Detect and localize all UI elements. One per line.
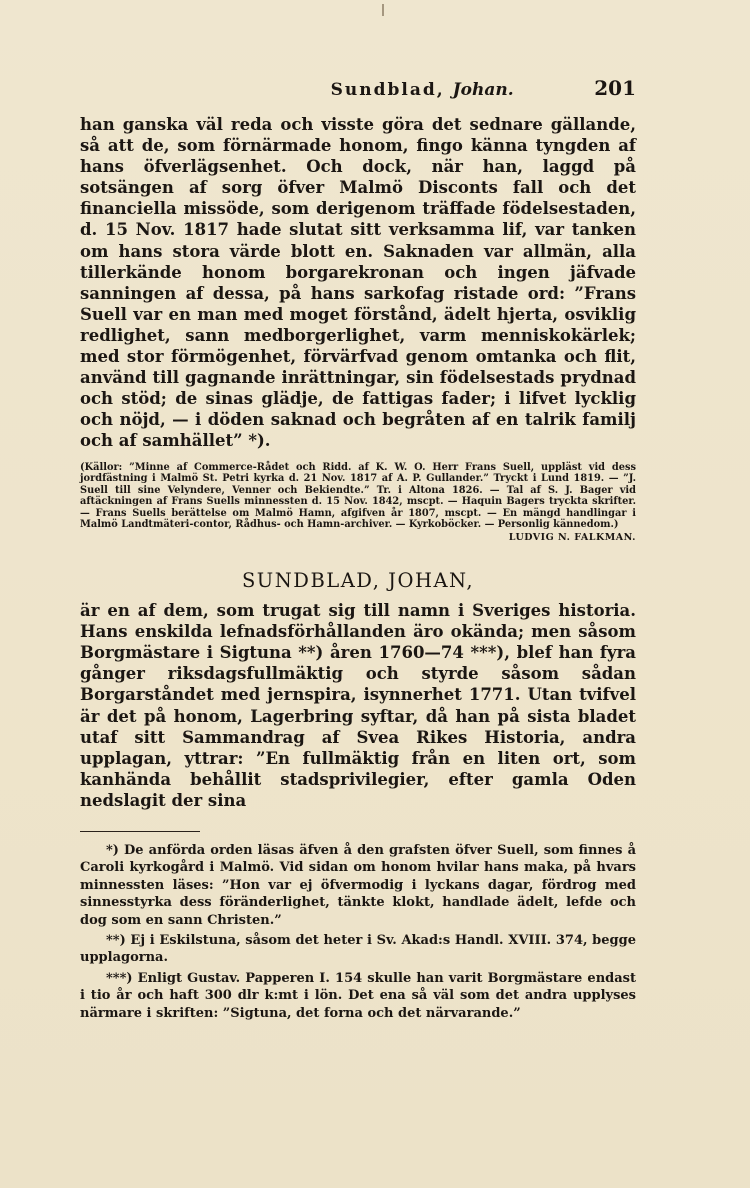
footnote-1: *) De anförda orden läsas äfven å den grafsten öfver Suell, som finnes å Caroli kyrkogård i Malmö. Vid sidan om honom hvilar hans maka, på hvars minnessten läses: ”Hon var ej öfvermodig i lyckans dagar, fördrog med sinnesstyrka dess föränderlighet, tänkte klokt, handlade ädelt, lefde och dog som en sann Christen.” xyxy=(80,843,636,928)
footnote-divider xyxy=(80,831,200,832)
section-2-body: är en af dem, som trugat sig till namn i Sveriges historia. Hans enskilda lefnadsförhållanden äro okända; men såsom Borgmästare i Sigtuna **) åren 1760—74 ***), blef han fyra gånger riksdagsfullmäktig och styrde såsom sådan Borgarståndet med jernspira, isynnerhet 1771. Utan tvifvel är det på honom, Lagerbring syftar, då han på sista bladet utaf sitt Sammandrag af Svea Rikes Historia, andra upplagan, yttrar: ”En fullmäktig från en liten ort, som kanhända behållit stadsprivilegier, efter gamla Oden nedslagit der sina xyxy=(80,601,636,810)
running-head-given: Johan. xyxy=(452,80,514,100)
page-header xyxy=(80,76,636,102)
page-number: 201 xyxy=(594,76,636,100)
running-head xyxy=(331,80,514,100)
footnote-3: ***) Enligt Gustav. Papperen I. 154 skulle han varit Borgmästare endast i tio år och haft 300 dlr k:mt i lön. Det ena så väl som det andra upplyses närmare i skriften: ”Sigtuna, det forna och det närvarande.” xyxy=(80,970,636,1021)
page-content xyxy=(80,76,636,1025)
author-signature: LUDVIG N. FALKMAN. xyxy=(508,532,636,544)
sources-paragraph: (Källor: ”Minne af Commerce-Rådet och Ridd. af K. W. O. Herr Frans Suell, uppläst vid dess jordfästning i Malmö St. Petri kyrka d. 21 Nov. 1817 af A. P. Gullander.” Tryckt i Lund 1819. — ”J. Suell till sine Velyndere, Venner och Bekiendte.” Tr. i Altona 1826. — Tal af S. J. Bager vid aftäckningen af Frans Suells minnessten d. 15 Nov. 1842, mscpt. — Haquin Bagers tryckta skrifter. — Frans Suells berättelse om Malmö Hamn, afgifven år 1807, mscpt. — En mängd handlingar i Malmö Landtmäteri-contor, Rådhus- och Hamn-archiver. — Kyrkoböcker. — Personlig kännedom.) xyxy=(80,461,636,531)
footnote-2: **) Ej i Eskilstuna, såsom det heter i Sv. Akad:s Handl. XVIII. 374, begge upplagorna. xyxy=(80,933,636,966)
footnotes xyxy=(80,842,636,1022)
entry-heading: SUNDBLAD, JOHAN, xyxy=(241,569,475,593)
section-1-body: han ganska väl reda och visste göra det sednare gällande, så att de, som förnärmade honom, fingo känna tyngden af hans öfverlägsenhet. Och dock, när han, laggd på sotsängen af sorg öfver Malmö Disconts fall och det financiella missöde, som derigenom träffade födelsestaden, d. 15 Nov. 1817 hade slutat sitt verksamma lif, var tanken om hans stora värde blott en. Saknaden var allmän, alla tillerkände honom borgarekronan och ingen jäfvade sanningen af dessa, på hans sarkofag ristade ord: ”Frans Suell var en man med moget förstånd, ädelt hjerta, osviklig redlighet, sann medborgerlighet, varm menniskokärlek; med stor förmögenhet, förvärfvad genom omtanka och flit, använd till gagnande inrättningar, sin födelsestads prydnad och stöd; de sinas glädje, de fattigas fader; i lifvet lycklig och nöjd, — i döden saknad och begråten af en talrik familj och af samhället” *). xyxy=(80,115,636,451)
running-head-surname: Sundblad, xyxy=(330,80,445,100)
print-mark xyxy=(382,4,384,16)
